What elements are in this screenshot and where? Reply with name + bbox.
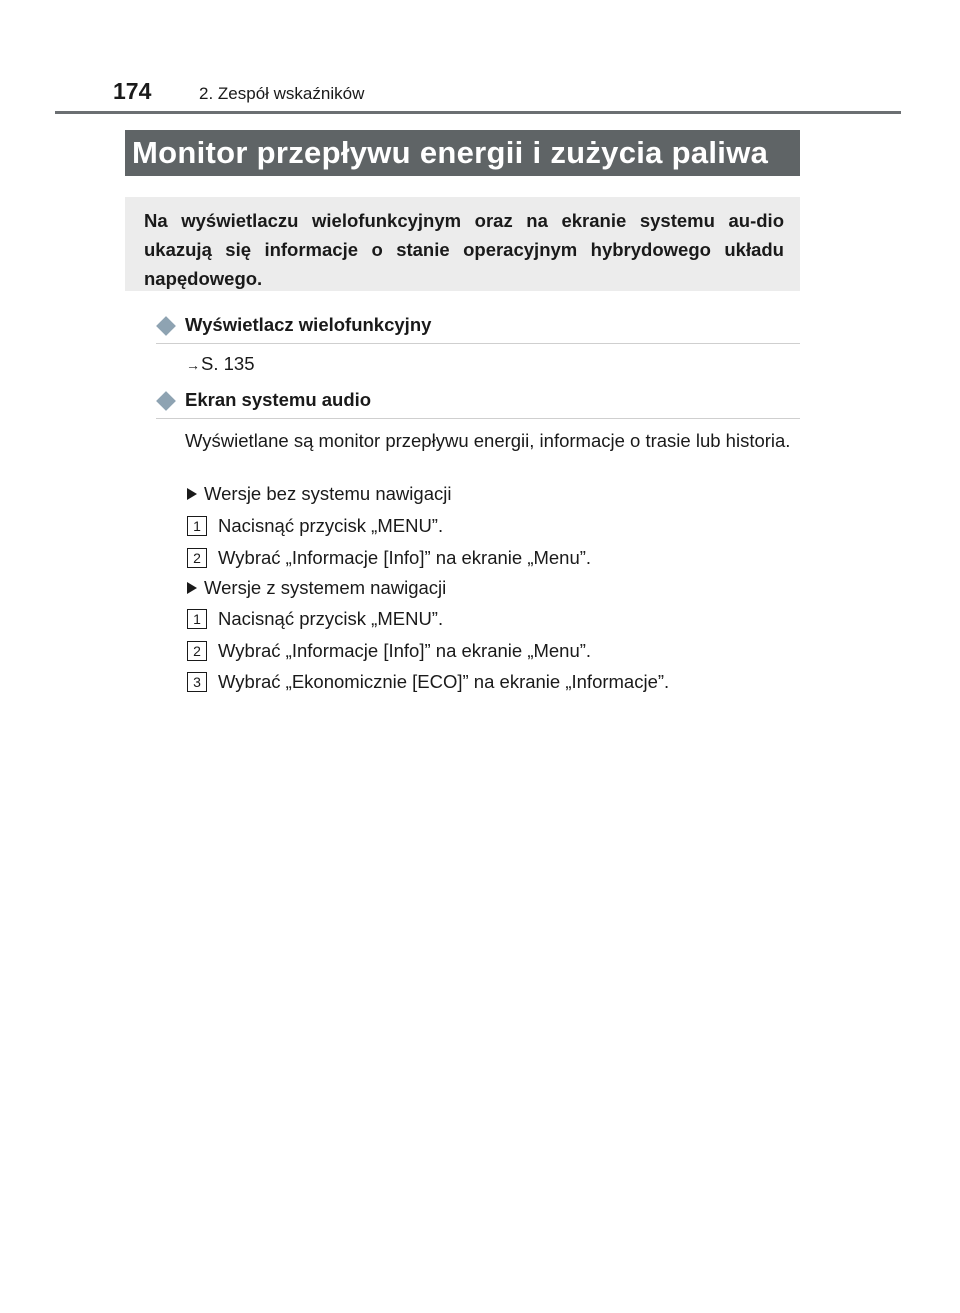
page-reference-text: S. 135 [201,353,255,374]
step-number: 2 [187,641,207,661]
step-number: 3 [187,672,207,692]
intro-text: Na wyświetlaczu wielofunkcyjnym oraz na ekranie systemu au-dio ukazują się informacje o stanie operacyjnym hybrydowego układu napędowego. [144,210,784,289]
section-heading-label: Wyświetlacz wielofunkcyjny [185,314,432,335]
step-item [187,671,669,693]
page-number: 174 [113,78,152,104]
step-item [187,515,443,537]
step-item [187,608,443,630]
step-text: Wybrać „Informacje [Info]” na ekranie „Menu”. [218,547,592,568]
arrow-right-icon: → [186,357,200,373]
page-reference[interactable] [186,353,255,375]
step-text: Nacisnąć przycisk „MENU”. [218,515,444,536]
section-title-bar [125,130,800,176]
diamond-icon [156,391,176,411]
step-text: Wybrać „Informacje [Info]” na ekranie „Menu”. [218,640,592,661]
step-item [187,547,591,569]
variant-label [187,577,446,599]
header-rule [55,111,901,114]
step-text: Wybrać „Ekonomicznie [ECO]” na ekranie „Informacje”. [218,671,670,692]
audio-paragraph: Wyświetlane są monitor przepływu energii, informacje o trasie lub historia. [185,430,791,451]
section-heading-multi-display [156,314,800,344]
triangle-bullet-icon [187,582,197,594]
chapter-title: 2. Zespół wskaźników [199,84,365,103]
diamond-icon [156,316,176,336]
variant-label [187,483,451,505]
variant-label-text: Wersje z systemem nawigacji [204,577,447,598]
intro-box [125,197,800,291]
step-text: Nacisnąć przycisk „MENU”. [218,608,444,629]
section-heading-audio-screen [156,389,800,419]
step-number: 1 [187,516,207,536]
triangle-bullet-icon [187,488,197,500]
variant-label-text: Wersje bez systemu nawigacji [204,483,452,504]
step-number: 2 [187,548,207,568]
section-title: Monitor przepływu energii i zużycia paliwa [132,135,769,170]
step-number: 1 [187,609,207,629]
section-heading-label: Ekran systemu audio [185,389,372,410]
step-item [187,640,591,662]
